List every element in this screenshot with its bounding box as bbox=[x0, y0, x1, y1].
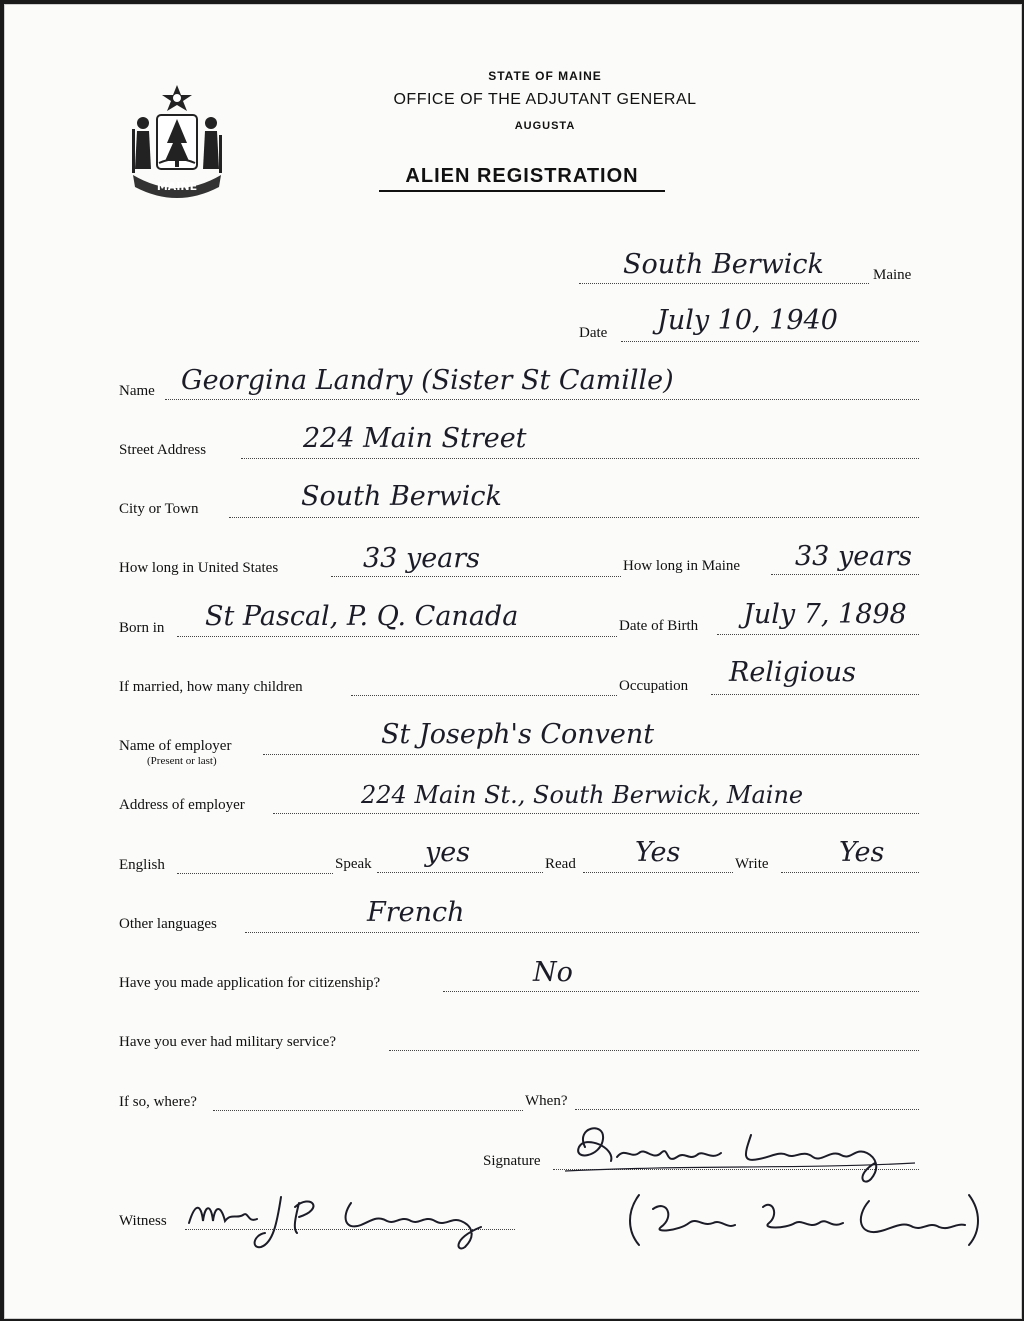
born-in-field-line bbox=[177, 636, 617, 637]
location-value: South Berwick bbox=[623, 249, 824, 280]
read-value: Yes bbox=[635, 837, 681, 868]
read-label: Read bbox=[545, 856, 576, 872]
citizenship-field-line bbox=[443, 991, 919, 992]
when-label: When? bbox=[525, 1093, 568, 1109]
employer-address-label: Address of employer bbox=[119, 797, 245, 813]
employer-sublabel: (Present or last) bbox=[147, 755, 217, 767]
other-languages-value: French bbox=[367, 897, 465, 928]
street-address-value: 224 Main Street bbox=[303, 423, 527, 454]
city-heading: AUGUSTA bbox=[514, 120, 576, 132]
occupation-field-line bbox=[711, 694, 919, 695]
signature-label: Signature bbox=[483, 1153, 541, 1169]
occupation-value: Religious bbox=[729, 657, 856, 688]
speak-label: Speak bbox=[335, 856, 372, 872]
date-of-birth-label: Date of Birth bbox=[619, 618, 699, 634]
state-heading: STATE OF MAINE bbox=[488, 69, 602, 83]
born-in-value: St Pascal, P. Q. Canada bbox=[205, 601, 519, 632]
write-value: Yes bbox=[839, 837, 885, 868]
date-of-birth-field-line bbox=[717, 634, 919, 635]
how-long-us-value: 33 years bbox=[363, 543, 481, 574]
location-label: Maine bbox=[873, 267, 912, 283]
seal-text: MAINE bbox=[156, 180, 198, 193]
if-so-where-field-line bbox=[213, 1110, 523, 1111]
citizenship-label: Have you made application for citizenship? bbox=[119, 975, 381, 991]
name-value: Georgina Landry (Sister St Camille) bbox=[181, 365, 674, 396]
name-label: Name bbox=[119, 383, 155, 399]
write-label: Write bbox=[735, 856, 769, 872]
city-field-line bbox=[229, 517, 919, 518]
children-label: If married, how many children bbox=[119, 679, 303, 695]
street-address-label: Street Address bbox=[119, 442, 207, 458]
religious-name-signature bbox=[623, 1187, 983, 1257]
applicant-signature bbox=[565, 1117, 925, 1187]
military-service-field-line bbox=[389, 1050, 919, 1051]
how-long-maine-value: 33 years bbox=[795, 541, 913, 572]
employer-address-value: 224 Main St., South Berwick, Maine bbox=[361, 781, 804, 809]
how-long-maine-label: How long in Maine bbox=[623, 558, 741, 574]
form-title: ALIEN REGISTRATION bbox=[379, 165, 665, 192]
maine-state-seal-icon bbox=[123, 83, 231, 201]
witness-label: Witness bbox=[119, 1213, 167, 1229]
read-field-line bbox=[583, 872, 733, 873]
city-label: City or Town bbox=[119, 501, 199, 517]
date-value: July 10, 1940 bbox=[657, 305, 838, 336]
office-heading: OFFICE OF THE ADJUTANT GENERAL bbox=[393, 91, 697, 108]
other-languages-field-line bbox=[245, 932, 919, 933]
write-field-line bbox=[781, 872, 919, 873]
if-so-where-label: If so, where? bbox=[119, 1094, 197, 1110]
registration-form-page bbox=[4, 4, 1022, 1319]
military-service-label: Have you ever had military service? bbox=[119, 1034, 336, 1050]
city-value: South Berwick bbox=[301, 481, 502, 512]
other-languages-label: Other languages bbox=[119, 916, 217, 932]
employer-address-field-line bbox=[273, 813, 919, 814]
employer-field-line bbox=[263, 754, 919, 755]
name-field-line bbox=[165, 399, 919, 400]
street-address-field-line bbox=[241, 458, 919, 459]
when-field-line bbox=[575, 1109, 919, 1110]
how-long-maine-field-line bbox=[771, 574, 919, 575]
occupation-label: Occupation bbox=[619, 678, 689, 694]
speak-value: yes bbox=[425, 837, 471, 868]
date-label: Date bbox=[579, 325, 608, 341]
citizenship-value: No bbox=[533, 957, 573, 988]
date-field-line bbox=[621, 341, 919, 342]
born-in-label: Born in bbox=[119, 620, 165, 636]
employer-value: St Joseph's Convent bbox=[381, 719, 655, 750]
children-field-line bbox=[351, 695, 617, 696]
how-long-us-field-line bbox=[331, 576, 621, 577]
how-long-us-label: How long in United States bbox=[119, 560, 279, 576]
english-field-line bbox=[177, 873, 333, 874]
witness-signature bbox=[181, 1183, 541, 1253]
employer-label: Name of employer bbox=[119, 738, 232, 754]
speak-field-line bbox=[377, 872, 543, 873]
english-label: English bbox=[119, 857, 165, 873]
date-of-birth-value: July 7, 1898 bbox=[743, 599, 907, 630]
location-field-line bbox=[579, 283, 869, 284]
